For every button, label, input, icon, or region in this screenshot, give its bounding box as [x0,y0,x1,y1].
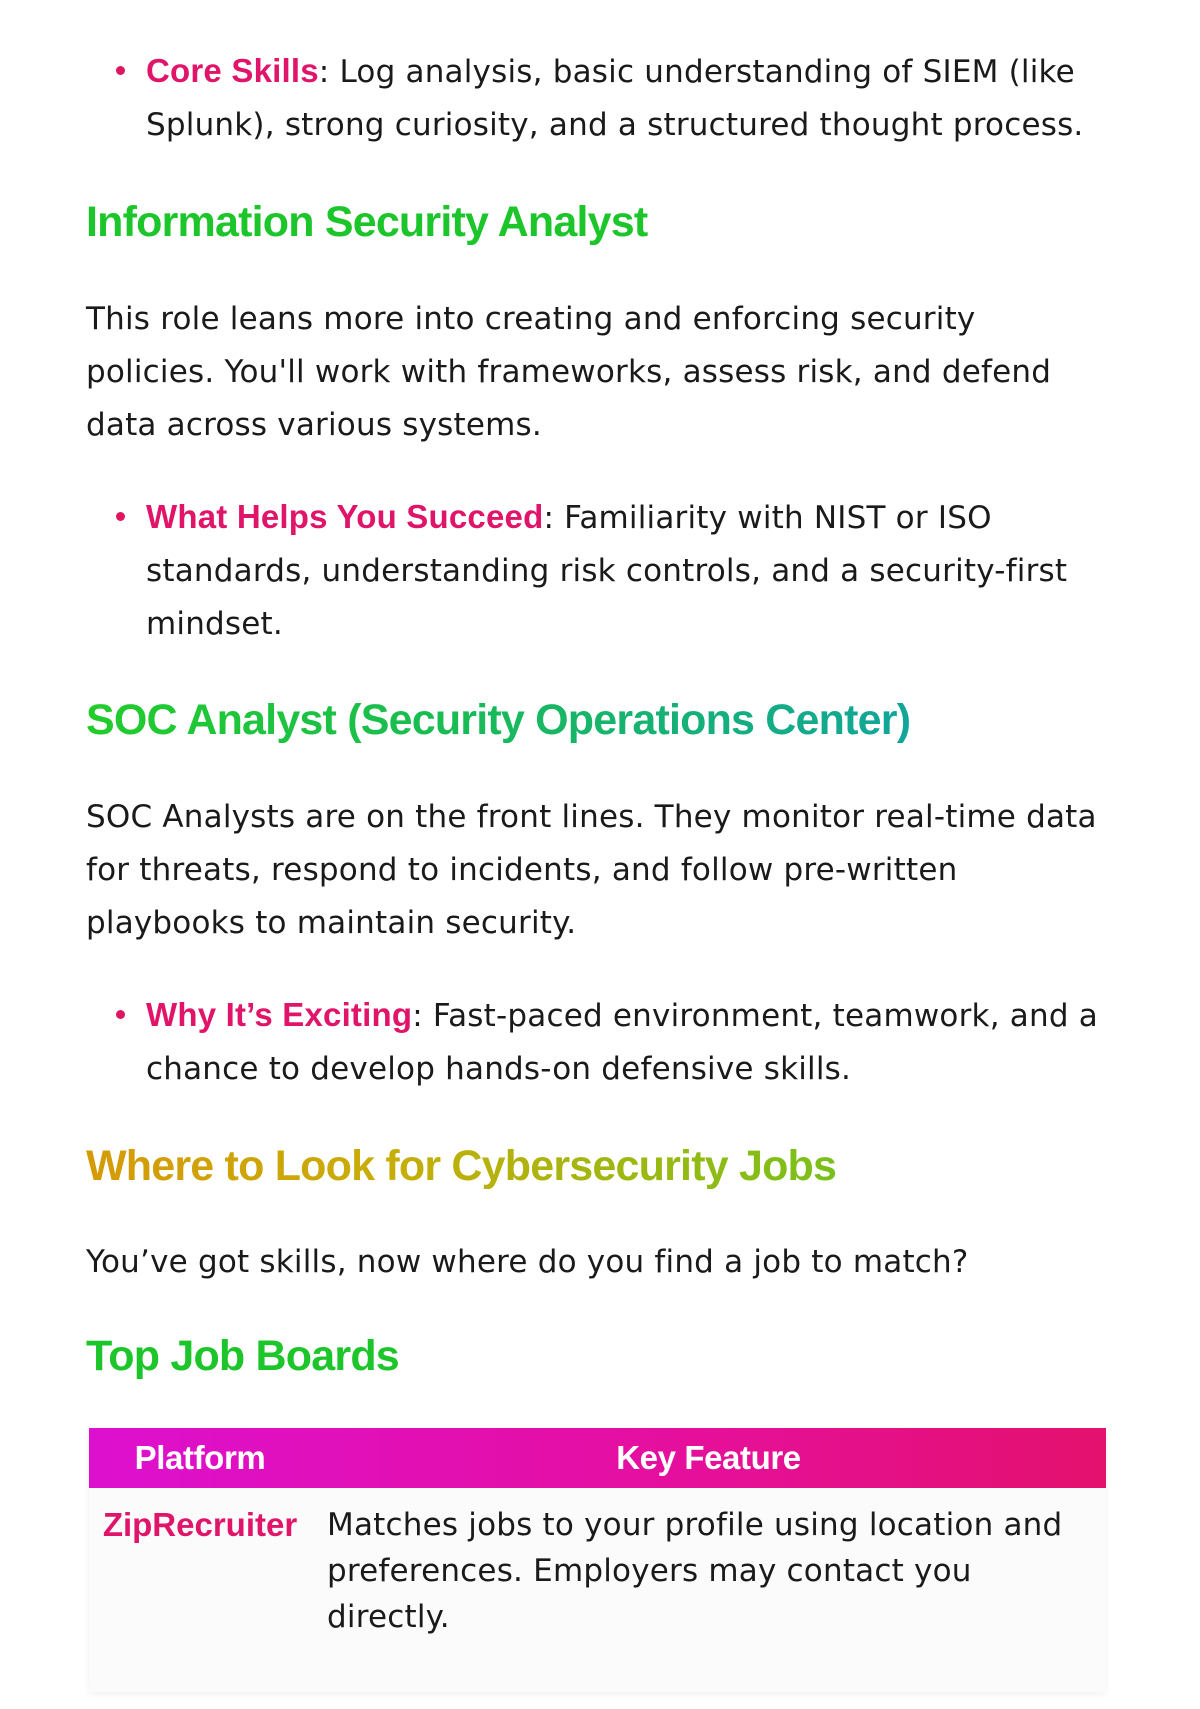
info-sec-list [86,490,1121,651]
job-boards-table [89,1428,1106,1692]
info-sec-paragraph: This role leans more into creating and enforcing security policies. You'll work with frameworks, assess risk, and defend data across various systems. [86,301,1052,443]
bullet-dot-icon [116,66,125,75]
platform-cell: ZipRecruiter [102,1506,298,1543]
core-skills-list [86,44,1186,152]
table-spacer-row [89,1662,1106,1692]
bullet-dot-icon [116,1010,125,1019]
section-heading-soc: SOC Analyst (Security Operations Center) [86,696,911,744]
section-heading-where-to-look: Where to Look for Cybersecurity Jobs [86,1142,837,1190]
column-header-key-feature: Key Feature [616,1439,801,1476]
list-item [146,44,1186,152]
bullet-term: Core Skills [146,52,319,89]
soc-paragraph: SOC Analysts are on the front lines. They monitor real-time data for threats, respond to incidents, and follow pre-written playbooks to maintain security. [86,799,1097,941]
bullet-text: : Familiarity with NIST or ISO standards, understanding risk controls, and a security-first mindset. [146,500,1068,642]
table-row [89,1488,1106,1662]
column-header-platform: Platform [134,1439,266,1476]
bullet-term: What Helps You Succeed [146,498,544,535]
bullet-dot-icon [116,512,125,521]
soc-list [86,988,1186,1096]
feature-cell: Matches jobs to your profile using location and preferences. Employers may contact you directly. [327,1507,1063,1635]
table-header-row [89,1428,1106,1488]
bullet-term: Why It’s Exciting [146,996,413,1033]
section-heading-info-sec: Information Security Analyst [86,198,648,246]
bullet-text: : Log analysis, basic understanding of SIEM (like Splunk), strong curiosity, and a structured thought process. [146,54,1084,143]
section-heading-top-job-boards: Top Job Boards [86,1332,399,1380]
where-to-look-paragraph: You’ve got skills, now where do you find a job to match? [86,1244,969,1280]
list-item [146,988,1186,1096]
bullet-text: : Fast-paced environment, teamwork, and a chance to develop hands-on defensive skills. [146,998,1098,1087]
list-item [146,490,1121,651]
